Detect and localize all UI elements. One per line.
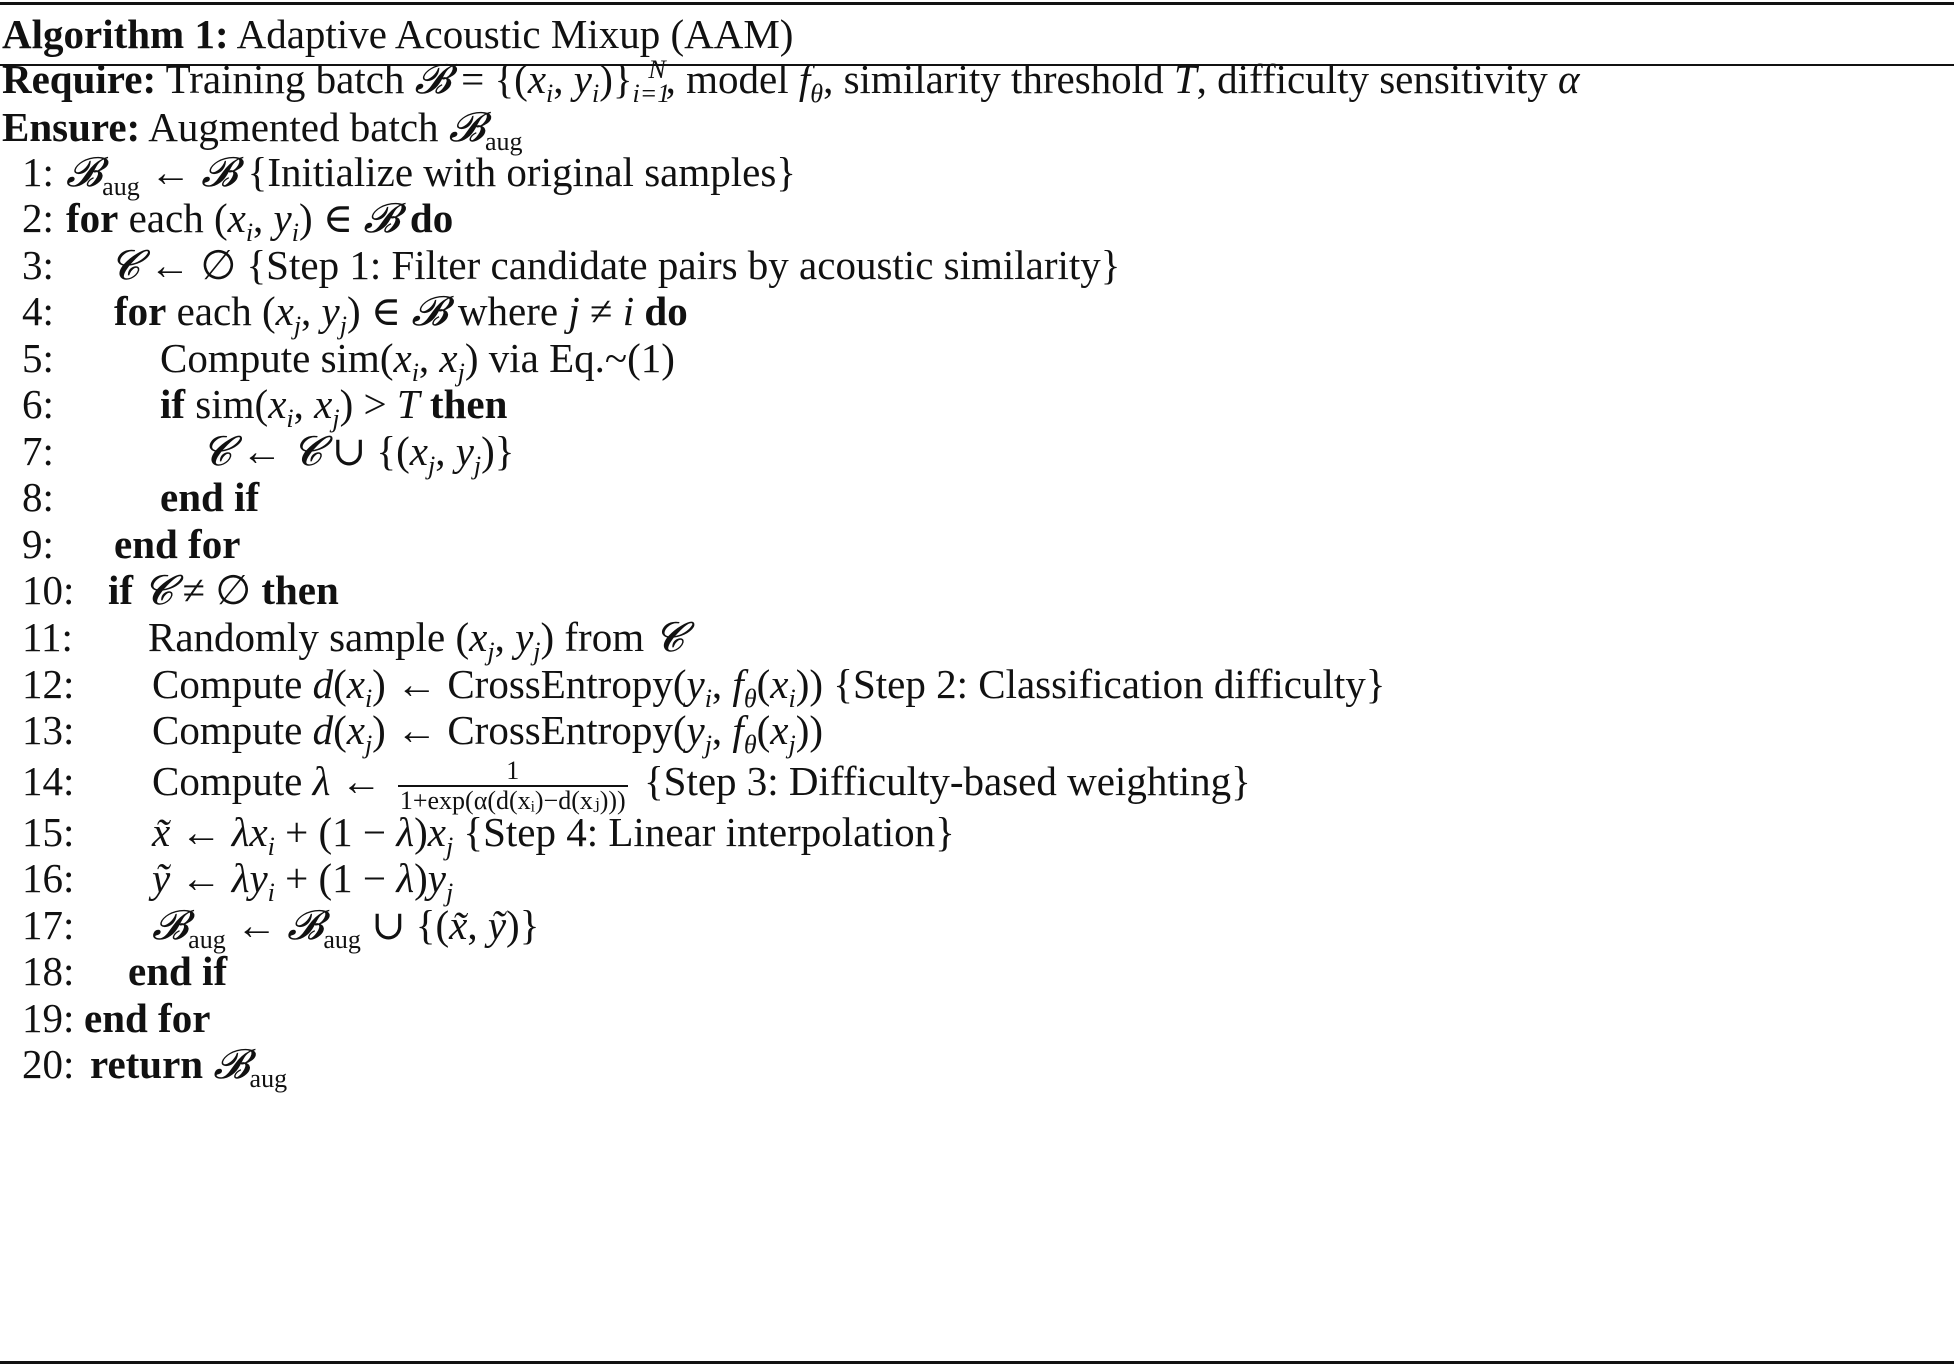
line-number: 10: [22, 567, 75, 613]
require-model: model [686, 56, 789, 102]
require-training-batch: Training batch [165, 56, 405, 102]
batch-symbol: 𝓑 [414, 55, 451, 103]
line-code: 𝓑$_{aug}$ ← 𝓑$_{aug}$ ∪ {(x̃, ỹ)} [152, 901, 540, 955]
line-code: x̃ ← $\lambda x_i + (1 - \lambda)x_j$ {Step 4: Linear interpolation} [152, 809, 955, 862]
line-number: 8: [22, 474, 54, 520]
ensure-augmented-batch: Augmented batch [148, 104, 439, 150]
line-code: Compute λ ← $\frac{1}{\text{1+exp(α(d(xᵢ)−d(xⱼ)))}}$ {Step 3: Difficulty-based weighting} [152, 755, 1251, 815]
line-number: 9: [22, 521, 54, 567]
lambda-fraction: $\frac{1}{\text{1+exp(α(d(xᵢ)−d(xⱼ)))}}$ [399, 755, 626, 815]
bottom-rule [0, 1361, 1954, 1364]
line-number: 11: [22, 614, 73, 660]
line-number: 14: [22, 758, 75, 804]
line-number: 4: [22, 288, 54, 334]
line-number: 7: [22, 428, 54, 474]
line-code: for each ($x_i$, $y_i$) ∈ 𝓑 do [66, 194, 454, 248]
line-number: 13: [22, 707, 75, 753]
caption-label: Algorithm 1: [2, 11, 229, 57]
line-number: 18: [22, 948, 75, 994]
line-number: 20: [22, 1041, 75, 1087]
line-code: end if [160, 474, 260, 520]
line-code: if $sim(x_i$, $x_j) > T$ then [160, 381, 508, 434]
line-number: 3: [22, 242, 54, 288]
line-number: 15: [22, 809, 75, 855]
line-code: end for [84, 995, 211, 1041]
line-code: return 𝓑$_{aug}$ [90, 1040, 288, 1094]
line-number: 16: [22, 855, 75, 901]
batch-symbol: 𝓑 [448, 103, 485, 151]
algorithm-line-13 [2, 701, 1952, 759]
caption-title: Adaptive Acoustic Mixup (AAM) [236, 11, 794, 57]
line-code: ỹ ← $\lambda y_i + (1 - \lambda)y_j$ [152, 855, 454, 908]
require-line: Require: Training batch 𝓑 = {($x_i$, $y_i)\}_{i=1}^N$, model $f_\theta$, similarity threshold T, difficulty sensitivity α [2, 55, 1580, 109]
line-number: 19: [22, 995, 75, 1041]
line-number: 5: [22, 335, 54, 381]
line-number: 12: [22, 661, 75, 707]
algorithm-line-14 [2, 752, 1952, 815]
line-code: Randomly sample ($x_j$, $y_j$) from 𝓒 [148, 613, 684, 667]
top-rule [0, 2, 1954, 5]
line-number: 17: [22, 902, 75, 948]
line-code: if 𝓒 ≠ ∅ then [108, 566, 339, 614]
require-threshold: similarity threshold [843, 56, 1164, 102]
line-code: Compute $d(x_i)$ ← $CrossEntropy(y_i$, $f_\theta(x_i)$) {Step 2: Classification difficulty} [152, 661, 1386, 714]
algorithm-line-20 [2, 1035, 1952, 1093]
line-code: 𝓑$_{aug}$ ← 𝓑 {Initialize with original samples} [66, 148, 796, 202]
line-code: end for [114, 521, 241, 567]
line-number: 6: [22, 381, 54, 427]
line-code: for each ($x_j$, $y_j$) ∈ 𝓑 where j ≠ i do [114, 287, 688, 341]
aug-subscript: aug [484, 127, 523, 157]
line-code: Compute $sim(x_i$, $x_j$) via Eq.~(1) [160, 335, 675, 388]
line-code: 𝓒 ← ∅ {Step 1: Filter candidate pairs by acoustic similarity} [110, 241, 1121, 289]
require-sensitivity: difficulty sensitivity [1217, 56, 1548, 102]
line-code: Compute $d(x_j)$ ← $CrossEntropy(y_j$, $f_\theta(x_j)$) [152, 707, 824, 760]
line-number: 2: [22, 195, 54, 241]
line-number: 1: [22, 149, 54, 195]
ensure-keyword: Ensure: [2, 104, 141, 150]
require-keyword: Require: [2, 56, 157, 102]
line-code: 𝓒 ← 𝓒 ∪ {($x_j$, $y_j$)} [202, 427, 515, 481]
line-code: end if [128, 948, 228, 994]
